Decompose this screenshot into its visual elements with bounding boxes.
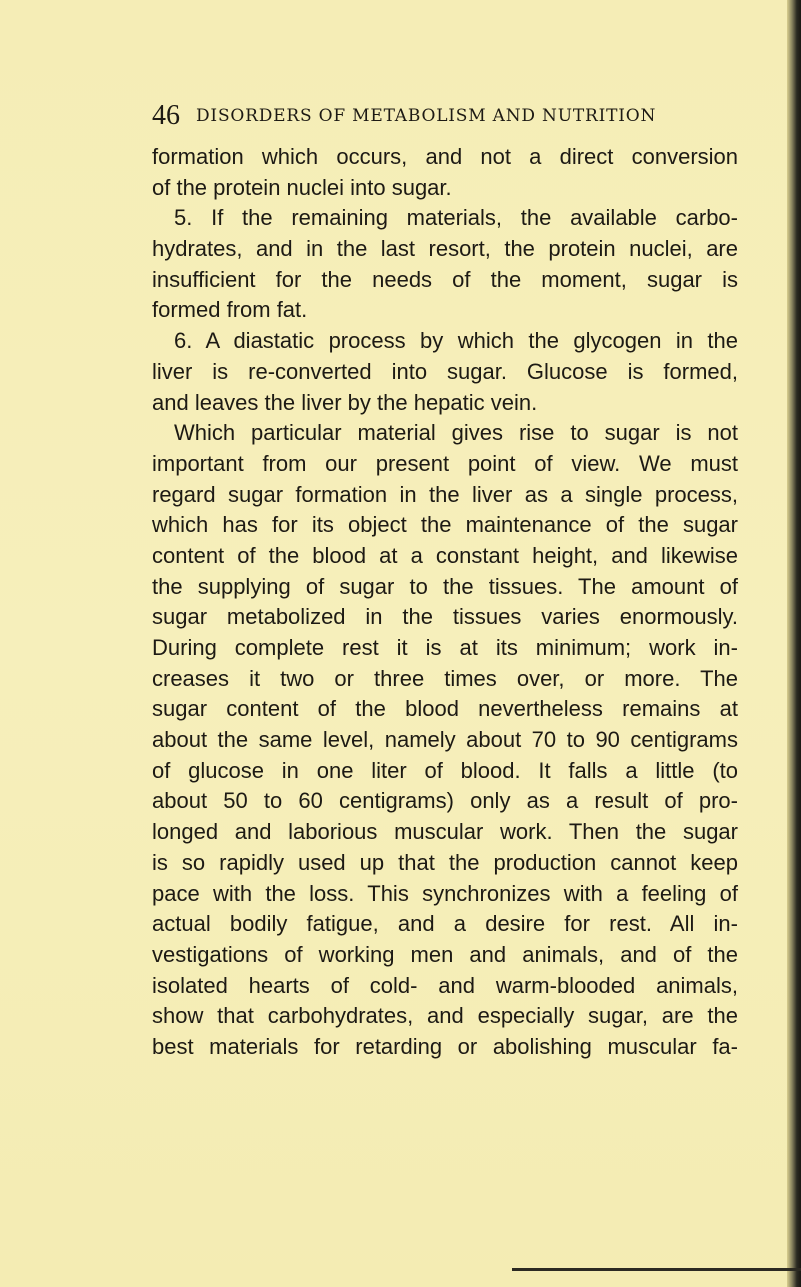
text-line: hydrates, and in the last resort, the protein nuclei, are xyxy=(152,236,738,262)
text-line: 5. If the remaining materials, the available carbo- xyxy=(174,205,738,231)
text-line: regard sugar formation in the liver as a single process, xyxy=(152,481,738,507)
text-line: of glucose in one liter of blood. It falls a little (to xyxy=(152,757,738,783)
text-line: insufficient for the needs of the moment, sugar is xyxy=(152,266,738,292)
text-line: of the protein nuclei into sugar. xyxy=(152,174,452,200)
text-line: sugar metabolized in the tissues varies enormously. xyxy=(152,604,738,630)
text-line: pace with the loss. This synchronizes with a feeling of xyxy=(152,880,738,906)
text-line: about 50 to 60 centigrams) only as a result of pro- xyxy=(152,788,738,814)
text-line: liver is re-converted into sugar. Glucose is formed, xyxy=(152,358,738,384)
bottom-edge-line xyxy=(512,1268,801,1271)
text-line: best materials for retarding or abolishing muscular fa- xyxy=(152,1033,738,1059)
text-line: content of the blood at a constant height, and likewise xyxy=(152,542,738,568)
text-line: vestigations of working men and animals, and of the xyxy=(152,941,738,967)
text-line: creases it two or three times over, or more. The xyxy=(152,665,738,691)
text-line: which has for its object the maintenance of the sugar xyxy=(152,512,738,538)
text-line: During complete rest it is at its minimum; work in- xyxy=(152,635,738,660)
page-number: 46 xyxy=(152,100,180,131)
text-line: show that carbohydrates, and especially sugar, are the xyxy=(152,1003,738,1029)
text-line: the supplying of sugar to the tissues. The amount of xyxy=(152,573,738,599)
running-head: DISORDERS OF METABOLISM AND NUTRITION xyxy=(196,106,657,126)
text-line: actual bodily fatigue, and a desire for rest. All in- xyxy=(152,911,738,937)
text-line: important from our present point of view. We must xyxy=(152,450,738,476)
text-line: longed and laborious muscular work. Then the sugar xyxy=(152,819,738,845)
text-line: isolated hearts of cold- and warm-blooded animals, xyxy=(152,972,738,998)
text-line: is so rapidly used up that the production cannot keep xyxy=(152,849,738,875)
text-line: and leaves the liver by the hepatic vein. xyxy=(152,389,538,415)
text-line: Which particular material gives rise to sugar is not xyxy=(174,420,738,446)
text-line: sugar content of the blood nevertheless remains at xyxy=(152,696,738,722)
page-edge-shadow xyxy=(787,0,801,1287)
text-line: 6. A diastatic process by which the glycogen in the xyxy=(174,328,738,354)
text-line: formation which occurs, and not a direct conversion xyxy=(152,144,738,169)
text-line: formed from fat. xyxy=(152,297,308,323)
page-header xyxy=(152,96,712,136)
body-text xyxy=(152,142,738,1063)
text-line: about the same level, namely about 70 to 90 centigrams xyxy=(152,727,738,753)
